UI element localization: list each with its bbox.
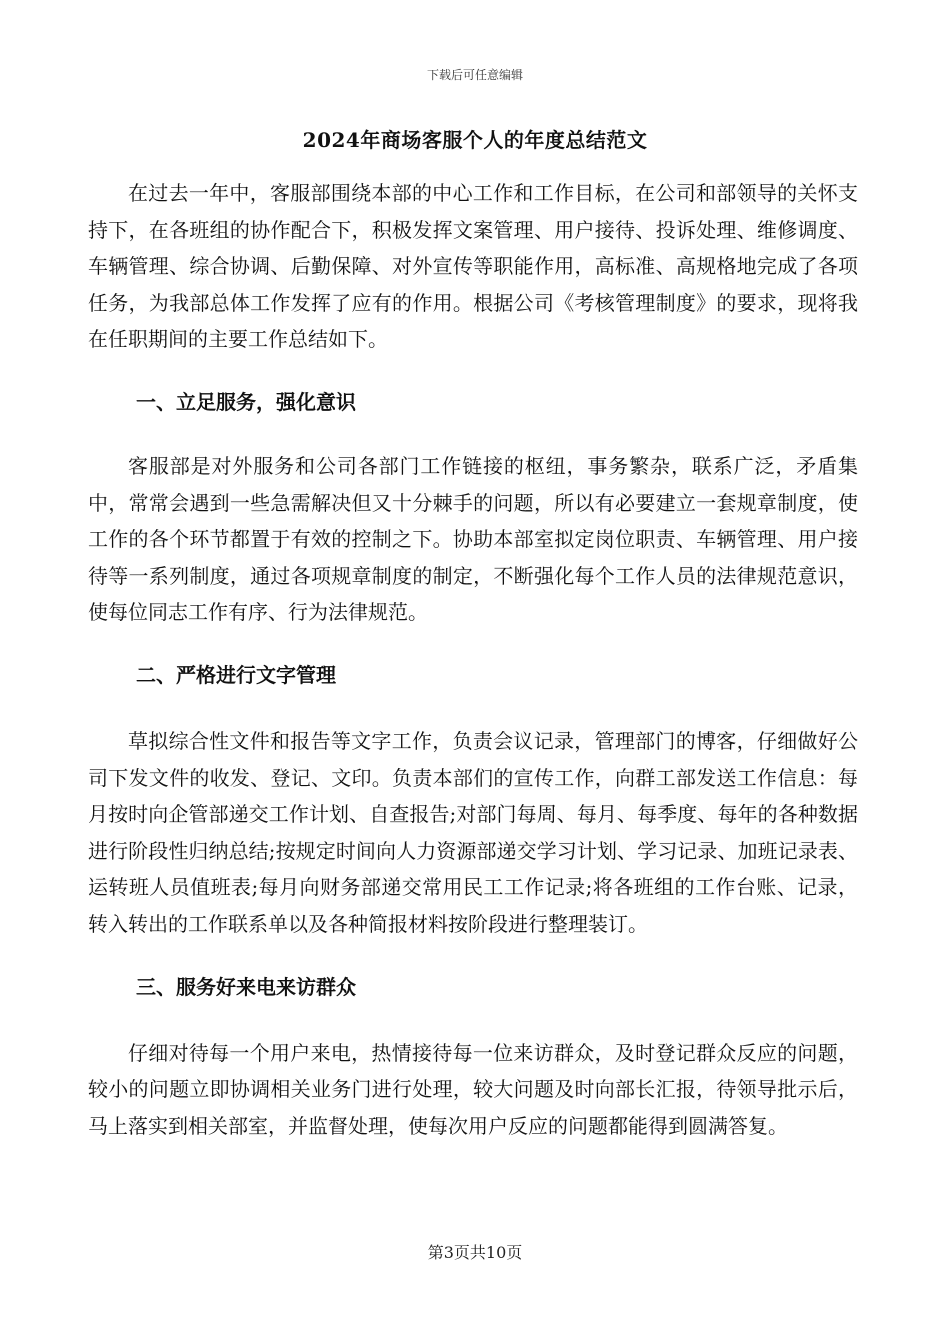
section-heading-2: 二、严格进行文字管理 — [136, 662, 336, 687]
section-body-1: 客服部是对外服务和公司各部门工作链接的枢纽，事务繁杂，联系广泛，矛盾集中，常常会遇到一些急需解决但又十分棘手的问题，所以有必要建立一套规章制度，使工作的各个环节都置于有效的控制之下。协助本部室拟定岗位职责、车辆管理、用户接待等一系列制度，通过各项规章制度的制定，不断强化每个工作人员的法律规范意识，使每位同志工作有序、行为法律规范。 — [88, 453, 858, 625]
header-note: 下载后可任意编辑 — [426, 68, 523, 82]
section-heading-1: 一、立足服务，强化意识 — [136, 389, 356, 414]
section-body-2: 草拟综合性文件和报告等文字工作，负责会议记录，管理部门的博客，仔细做好公司下发文件的收发、登记、文印。负责本部们的宣传工作，向群工部发送工作信息：每月按时向企管部递交工作计划、自查报告;对部门每周、每月、每季度、每年的各种数据进行阶段性归纳总结;按规定时间向人力资源部递交学习计划、学习记录、加班记录表、运转班人员值班表;每月向财务部递交常用民工工作记录;将各班组的工作台账、记录，转入转出的工作联系单以及各种简报材料按阶段进行整理装订。 — [88, 728, 858, 936]
document-title: 2024年商场客服个人的年度总结范文 — [302, 128, 648, 152]
section-heading-3: 三、服务好来电来访群众 — [136, 974, 356, 999]
section-body-3: 仔细对待每一个用户来电，热情接待每一位来访群众，及时登记群众反应的问题，较小的问题立即协调相关业务门进行处理，较大问题及时向部长汇报，待领导批示后，马上落实到相关部室，并监督处理，使每次用户反应的问题都能得到圆满答复。 — [88, 1040, 858, 1138]
document-body — [88, 175, 858, 1144]
intro-paragraph: 在过去一年中，客服部围绕本部的中心工作和工作目标，在公司和部领导的关怀支持下，在各班组的协作配合下，积极发挥文案管理、用户接待、投诉处理、维修调度、车辆管理、综合协调、后勤保障、对外宣传等职能作用，高标准、高规格地完成了各项任务，为我部总体工作发挥了应有的作用。根据公司《考核管理制度》的要求，现将我在任职期间的主要工作总结如下。 — [88, 181, 858, 352]
page-number: 第3页共10页 — [427, 1243, 523, 1262]
